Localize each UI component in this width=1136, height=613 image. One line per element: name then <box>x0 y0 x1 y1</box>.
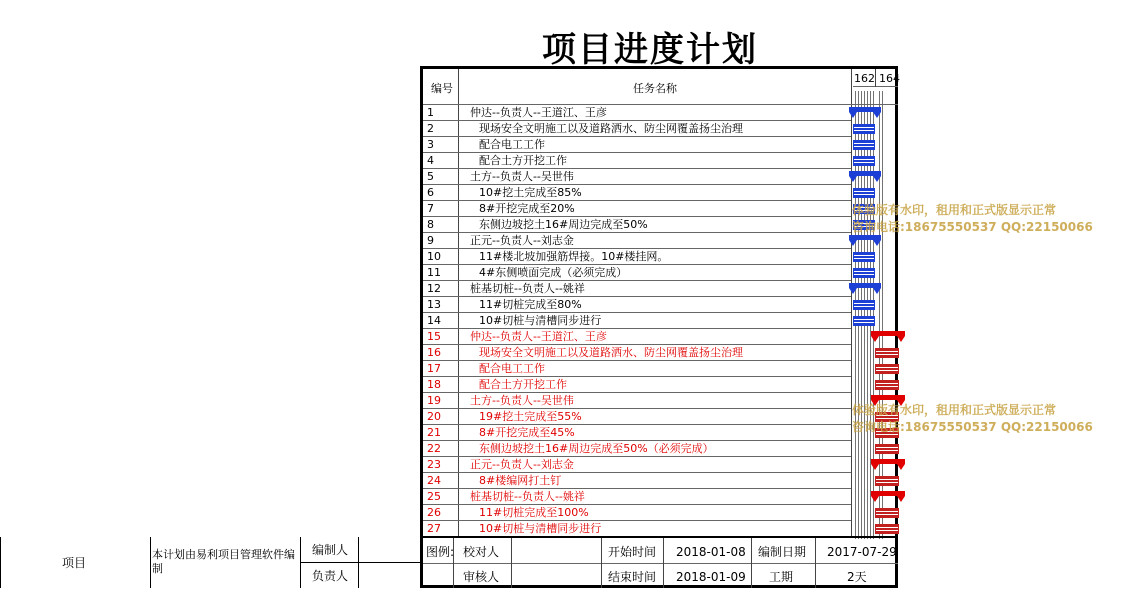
summary-bar-end-icon <box>873 240 881 246</box>
timeline-label-162: 162 <box>854 72 875 85</box>
summary-bar-end-icon <box>849 288 857 294</box>
task-bar <box>875 444 899 454</box>
task-name: 土方--负责人--吴世伟 <box>470 170 574 183</box>
watermark-1-line2: 咨询电话:18675550537 QQ:22150066 <box>852 220 1093 234</box>
task-no: 27 <box>427 522 441 535</box>
owner-label: 负责人 <box>312 569 349 583</box>
task-name: 11#切桩完成至80% <box>479 298 582 311</box>
compiler-label: 编制人 <box>312 543 349 557</box>
task-no: 8 <box>427 218 434 231</box>
task-no: 5 <box>427 170 434 183</box>
task-no: 6 <box>427 186 434 199</box>
compile-date-label: 编制日期 <box>758 545 807 559</box>
task-no: 2 <box>427 122 434 135</box>
summary-bar-end-icon <box>897 464 905 470</box>
gantt-frame <box>420 66 898 588</box>
task-no: 17 <box>427 362 441 375</box>
task-name: 现场安全文明施工以及道路洒水、防尘网覆盖扬尘治理 <box>479 346 743 359</box>
task-bar <box>853 188 875 198</box>
task-bar <box>875 364 899 374</box>
task-no: 11 <box>427 266 441 279</box>
end-time-label: 结束时间 <box>608 570 657 584</box>
task-name: 19#挖土完成至55% <box>479 410 582 423</box>
footer-mid-border <box>423 563 898 564</box>
checker-label: 校对人 <box>463 545 500 559</box>
summary-bar-end-icon <box>871 496 879 502</box>
task-no: 13 <box>427 298 441 311</box>
task-name: 土方--负责人--吴世伟 <box>470 394 574 407</box>
header-col-task: 任务名称 <box>633 82 677 95</box>
watermark-2-line1: 体验版有水印，租用和正式版显示正常 <box>852 403 1057 417</box>
software-note: 本计划由易利项目管理软件编制 <box>152 548 295 575</box>
task-name: 10#挖土完成至85% <box>479 186 582 199</box>
task-name: 8#开挖完成至20% <box>479 202 575 215</box>
task-bar <box>875 524 899 534</box>
task-name: 11#切桩完成至100% <box>479 506 589 519</box>
task-bar <box>853 252 875 262</box>
task-no: 24 <box>427 474 441 487</box>
task-name: 配合电工工作 <box>479 362 545 375</box>
task-name: 正元--负责人--刘志金 <box>470 234 574 247</box>
sig-left-border <box>0 537 1 588</box>
task-name: 10#切桩与清槽同步进行 <box>479 314 602 327</box>
summary-bar-end-icon <box>871 464 879 470</box>
task-name: 11#楼北坡加强筋焊接。10#楼挂网。 <box>479 250 669 263</box>
reviewer-label: 审核人 <box>463 570 500 584</box>
task-no: 1 <box>427 106 434 119</box>
task-name: 配合土方开挖工作 <box>479 378 567 391</box>
summary-bar-end-icon <box>849 176 857 182</box>
task-name: 仲达--负责人--王道江、王彦 <box>470 106 607 119</box>
watermark-2 <box>852 401 1093 435</box>
task-bar <box>875 348 899 358</box>
task-name: 桩基切桩--负责人--姚祥 <box>470 490 585 503</box>
sig-row-divider <box>300 562 420 563</box>
task-no: 12 <box>427 282 441 295</box>
task-no: 19 <box>427 394 441 407</box>
col-divider-timeline <box>851 69 852 537</box>
task-name: 现场安全文明施工以及道路洒水、防尘网覆盖扬尘治理 <box>479 122 743 135</box>
summary-bar-end-icon <box>849 240 857 246</box>
task-no: 26 <box>427 506 441 519</box>
task-bar <box>853 140 875 150</box>
summary-bar-end-icon <box>897 336 905 342</box>
legend-label: 图例: <box>426 545 455 559</box>
task-no: 7 <box>427 202 434 215</box>
task-name: 正元--负责人--刘志金 <box>470 458 574 471</box>
footer-div-5 <box>751 538 752 588</box>
task-name: 配合电工工作 <box>479 138 545 151</box>
watermark-1-line1: 体验版有水印，租用和正式版显示正常 <box>852 203 1057 217</box>
task-no: 18 <box>427 378 441 391</box>
compile-date-value: 2017-07-29 <box>827 545 897 559</box>
col-divider-no <box>458 69 459 537</box>
task-no: 16 <box>427 346 441 359</box>
task-name: 8#楼编网打土钉 <box>479 474 562 487</box>
timeline-dots-day2 <box>879 91 885 539</box>
task-name: 8#开挖完成至45% <box>479 426 575 439</box>
footer-top-border <box>423 536 898 538</box>
duration-label: 工期 <box>769 570 794 584</box>
task-bar <box>875 476 899 486</box>
task-bar <box>853 124 875 134</box>
footer-div-2 <box>511 538 512 588</box>
task-name: 桩基切桩--负责人--姚祥 <box>470 282 585 295</box>
task-name: 配合土方开挖工作 <box>479 154 567 167</box>
task-no: 21 <box>427 426 441 439</box>
task-name: 东侧边坡挖土16#周边完成至50%（必须完成） <box>479 442 714 455</box>
footer-div-3 <box>601 538 602 588</box>
task-bar <box>853 316 875 326</box>
footer-div-4 <box>663 538 664 588</box>
task-no: 20 <box>427 410 441 423</box>
summary-bar-end-icon <box>897 496 905 502</box>
task-no: 4 <box>427 154 434 167</box>
duration-value: 2天 <box>847 570 867 584</box>
task-no: 25 <box>427 490 441 503</box>
start-time-value: 2018-01-08 <box>676 545 746 559</box>
task-no: 9 <box>427 234 434 247</box>
task-no: 3 <box>427 138 434 151</box>
page-title: 项目进度计划 <box>542 30 758 70</box>
task-name: 东侧边坡挖土16#周边完成至50% <box>479 218 648 231</box>
summary-bar-end-icon <box>849 112 857 118</box>
signature-block <box>0 537 420 588</box>
task-no: 22 <box>427 442 441 455</box>
task-no: 10 <box>427 250 441 263</box>
task-name: 4#东侧喷面完成（必须完成） <box>479 266 628 279</box>
timeline-label-164: 164 <box>879 72 900 85</box>
summary-bar-end-icon <box>873 112 881 118</box>
task-name: 仲达--负责人--王道江、王彦 <box>470 330 607 343</box>
watermark-2-line2: 咨询电话:18675550537 QQ:22150066 <box>852 420 1093 434</box>
task-bar <box>853 300 875 310</box>
task-no: 15 <box>427 330 441 343</box>
task-bar <box>875 380 899 390</box>
watermark-1 <box>852 201 1093 235</box>
task-bar <box>853 268 875 278</box>
task-no: 14 <box>427 314 441 327</box>
task-bar <box>853 156 875 166</box>
summary-bar-end-icon <box>873 176 881 182</box>
header-col-no: 编号 <box>431 82 453 95</box>
end-time-value: 2018-01-09 <box>676 570 746 584</box>
task-bar <box>875 508 899 518</box>
summary-bar-end-icon <box>871 336 879 342</box>
task-no: 23 <box>427 458 441 471</box>
project-label: 项目 <box>62 556 87 570</box>
task-name: 10#切桩与清槽同步进行 <box>479 522 602 535</box>
summary-bar-end-icon <box>873 288 881 294</box>
footer-div-6 <box>815 538 816 588</box>
sig-div-1 <box>150 537 151 588</box>
start-time-label: 开始时间 <box>608 545 657 559</box>
col-divider-days <box>875 69 876 87</box>
